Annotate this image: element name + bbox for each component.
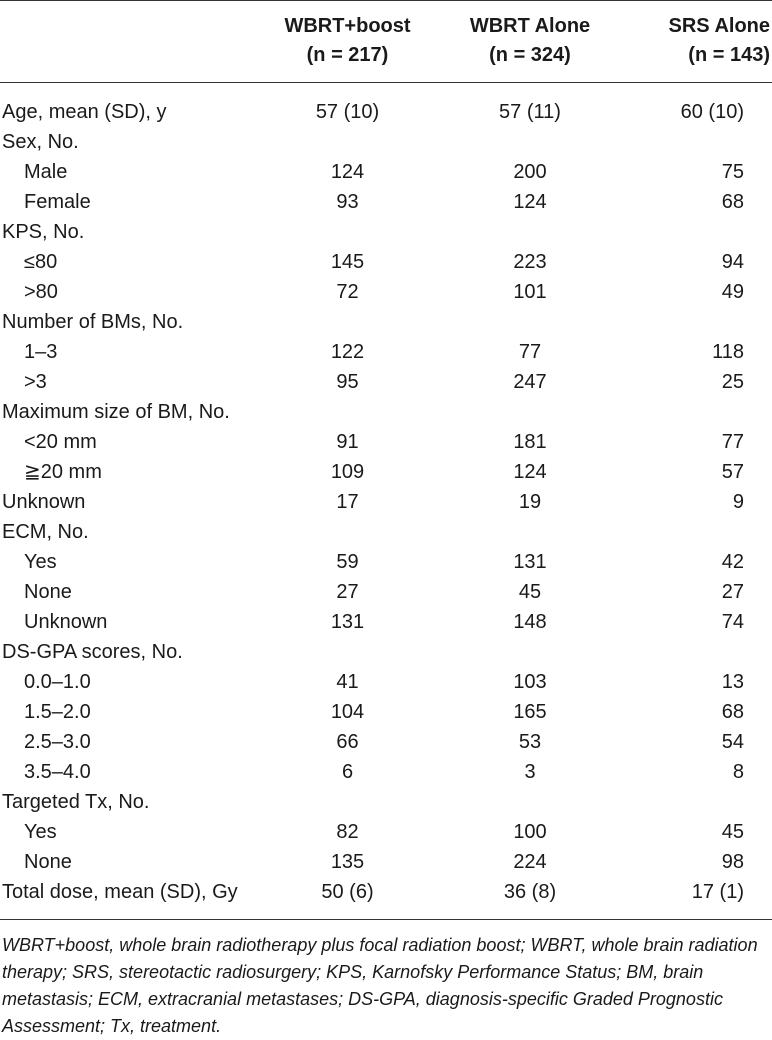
cell-srs-alone: 57 [721,461,744,483]
cell-wbrt-boost: 50 (6) [321,881,374,903]
table-row [0,577,772,607]
cell-wbrt-boost: 95 [336,371,359,393]
cell-srs-alone: 27 [721,581,744,603]
header-srs-alone-name: SRS Alone [668,15,770,37]
cell-wbrt-boost: 122 [330,341,365,363]
table-row [0,427,772,457]
row-label: Targeted Tx, No. [2,791,150,813]
cell-srs-alone: 42 [721,551,744,573]
header-row [0,0,772,82]
cell-srs-alone: 54 [721,731,744,753]
row-label: Unknown [24,611,108,633]
table-row [0,847,772,877]
header-wbrt-boost-count: (n = 217) [306,44,389,66]
cell-srs-alone [627,517,772,547]
cell-wbrt-alone [433,217,627,247]
cell-srs-alone: 77 [721,431,744,453]
cell-wbrt-boost [262,217,433,247]
row-label: Maximum size of BM, No. [2,401,230,423]
header-wbrt-alone-name: WBRT Alone [469,15,591,37]
cell-wbrt-boost [262,397,433,427]
cell-wbrt-boost: 104 [330,701,365,723]
table-row [0,637,772,667]
cell-srs-alone: 74 [721,611,744,633]
cell-wbrt-boost: 135 [330,851,365,873]
row-label: 2.5–3.0 [24,731,91,753]
row-label: ECM, No. [2,521,89,543]
row-label: 3.5–4.0 [24,761,91,783]
cell-wbrt-boost [262,787,433,817]
table-row [0,487,772,517]
row-label: >3 [24,371,47,393]
table-row [0,367,772,397]
table-row [0,787,772,817]
row-label: Age, mean (SD), y [2,101,167,123]
table-row [0,757,772,787]
header-wbrt-boost-name: WBRT+boost [284,15,411,37]
row-label: 0.0–1.0 [24,671,91,693]
cell-srs-alone: 98 [721,851,744,873]
table-row [0,547,772,577]
cell-wbrt-boost [262,637,433,667]
cell-wbrt-alone: 77 [518,341,542,363]
cell-wbrt-boost: 109 [330,461,365,483]
row-label: ≧20 mm [24,461,102,483]
cell-wbrt-boost: 27 [336,581,359,603]
cell-wbrt-boost: 131 [330,611,365,633]
table-row [0,727,772,757]
cell-wbrt-alone: 101 [513,281,547,303]
row-label: Male [24,161,68,183]
row-label: KPS, No. [2,221,85,243]
cell-srs-alone [627,787,772,817]
cell-srs-alone: 68 [721,191,744,213]
table-row [0,157,772,187]
table-row [0,247,772,277]
cell-wbrt-boost: 72 [336,281,359,303]
header-wbrt-boost [262,0,433,82]
table-row [0,217,772,247]
table-row [0,817,772,847]
cell-wbrt-alone: 181 [513,431,547,453]
cell-srs-alone: 45 [721,821,744,843]
cell-wbrt-boost [262,517,433,547]
cell-wbrt-boost: 66 [336,731,359,753]
cell-wbrt-alone: 36 (8) [503,881,557,903]
header-srs-alone-count: (n = 143) [688,44,770,66]
cell-wbrt-boost: 145 [330,251,365,273]
cell-wbrt-alone: 165 [513,701,547,723]
table-row [0,307,772,337]
cell-srs-alone: 17 (1) [691,881,744,903]
cell-wbrt-alone: 53 [518,731,542,753]
row-label: Yes [24,551,57,573]
table-row [0,607,772,637]
row-label: None [24,581,72,603]
cell-wbrt-boost: 57 (10) [315,101,380,123]
header-wbrt-alone-count: (n = 324) [489,44,571,66]
cell-srs-alone: 13 [721,671,744,693]
cell-wbrt-boost: 124 [330,161,365,183]
cell-srs-alone: 25 [721,371,744,393]
cell-srs-alone: 9 [732,491,744,513]
cell-srs-alone: 94 [721,251,744,273]
table-row [0,667,772,697]
bottom-rule [0,919,772,920]
row-label: >80 [24,281,58,303]
table-row [0,277,772,307]
cell-srs-alone: 49 [721,281,744,303]
table-row [0,187,772,217]
row-label: Sex, No. [2,131,79,153]
row-label: Yes [24,821,57,843]
row-label: Number of BMs, No. [2,311,184,333]
table-row [0,457,772,487]
cell-srs-alone [627,217,772,247]
cell-wbrt-alone: 57 (11) [499,101,561,123]
cell-wbrt-boost: 17 [336,491,359,513]
cell-wbrt-alone: 124 [513,191,547,213]
row-label: None [24,851,72,873]
cell-wbrt-alone [433,397,627,427]
row-label: <20 mm [24,431,97,453]
cell-srs-alone: 8 [732,761,744,783]
cell-srs-alone: 68 [721,701,744,723]
table-row [0,82,772,127]
cell-srs-alone: 60 (10) [680,101,744,123]
cell-wbrt-boost: 82 [336,821,359,843]
header-label-column [0,0,262,82]
table-row [0,397,772,427]
table-footnote: WBRT+boost, whole brain radiotherapy plus focal radiation boost; WBRT, whole brain radiation therapy; SRS, stereotactic radiosurgery; KPS, Karnofsky Performance Status; BM, brain metastasis; ECM, extracranial metastases; DS-GPA, diagnosis-specific Graded Prognostic Assessment; Tx, treatment. [2,935,758,1036]
table-row [0,517,772,547]
cell-wbrt-boost [262,127,433,157]
cell-wbrt-alone [433,127,627,157]
header-srs-alone [627,0,772,82]
cell-srs-alone: 75 [721,161,744,183]
cell-wbrt-alone [433,307,627,337]
row-label: DS-GPA scores, No. [2,641,183,663]
cell-wbrt-alone: 148 [513,611,547,633]
cell-wbrt-alone: 200 [513,161,547,183]
cell-srs-alone [627,637,772,667]
row-label: Unknown [2,491,86,513]
cell-wbrt-boost: 41 [336,671,359,693]
cell-wbrt-boost: 93 [336,191,359,213]
header-wbrt-alone [433,0,627,82]
cell-wbrt-alone: 224 [513,851,547,873]
table-row [0,127,772,157]
table-row [0,877,772,907]
row-label: Total dose, mean (SD), Gy [2,881,238,903]
row-label: ≤80 [24,251,58,273]
cell-srs-alone [627,397,772,427]
cell-srs-alone: 118 [712,341,744,363]
cell-wbrt-boost [262,307,433,337]
cell-wbrt-alone: 247 [513,371,547,393]
cell-wbrt-boost: 59 [336,551,359,573]
cell-wbrt-alone: 100 [513,821,547,843]
cell-wbrt-alone [433,787,627,817]
cell-wbrt-alone: 19 [518,491,542,513]
cell-wbrt-boost: 91 [336,431,359,453]
cell-wbrt-alone: 124 [513,461,547,483]
cell-wbrt-alone: 223 [513,251,547,273]
table-body [0,82,772,907]
row-label: 1.5–2.0 [24,701,91,723]
table-row [0,697,772,727]
cell-wbrt-alone [433,517,627,547]
cell-wbrt-alone: 3 [524,761,536,783]
row-label: 1–3 [24,341,58,363]
cell-wbrt-alone: 103 [513,671,547,693]
cell-wbrt-alone [433,637,627,667]
cell-srs-alone [627,307,772,337]
table-row [0,337,772,367]
cell-wbrt-alone: 45 [518,581,542,603]
cell-srs-alone [627,127,772,157]
cell-wbrt-alone: 131 [513,551,547,573]
row-label: Female [24,191,91,213]
cell-wbrt-boost: 6 [341,761,354,783]
